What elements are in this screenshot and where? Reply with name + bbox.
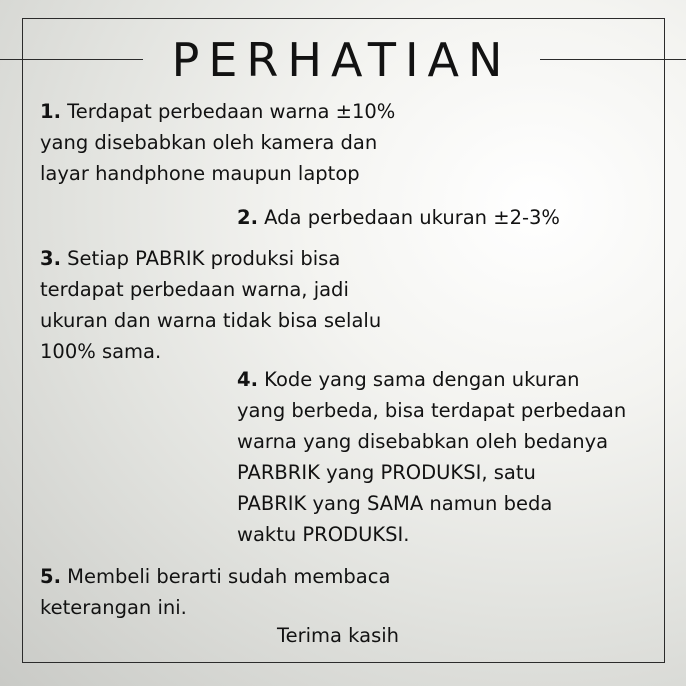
closing-text: Terima kasih xyxy=(277,624,400,647)
point-number: 3. xyxy=(40,247,61,270)
point-text: Terdapat perbedaan warna ±10% yang disebabkan oleh kamera dan layar handphone maupun laptop xyxy=(40,100,396,185)
notice-point-4 xyxy=(237,364,626,550)
title-rule-right xyxy=(540,59,686,60)
point-text: Kode yang sama dengan ukuran yang berbeda, bisa terdapat perbedaan warna yang disebabkan oleh bedanya PARBRIK yang PRODUKSI, satu PABRIK yang SAMA namun beda waktu PRODUKSI. xyxy=(237,368,627,546)
point-number: 5. xyxy=(40,565,61,588)
point-number: 4. xyxy=(237,368,258,391)
point-text: Setiap PABRIK produksi bisa terdapat perbedaan warna, jadi ukuran dan warna tidak bisa selalu 100% sama. xyxy=(40,247,382,363)
point-text: Ada perbedaan ukuran ±2-3% xyxy=(257,206,560,229)
notice-point-2 xyxy=(237,202,560,233)
notice-point-5 xyxy=(40,561,390,623)
notice-title: PERHATIAN xyxy=(171,33,512,87)
title-rule-left xyxy=(0,59,143,60)
point-number: 2. xyxy=(237,206,258,229)
notice-point-3 xyxy=(40,243,381,367)
point-number: 1. xyxy=(40,100,61,123)
notice-point-1 xyxy=(40,96,395,189)
point-text: Membeli berarti sudah membaca keterangan ini. xyxy=(40,565,391,619)
